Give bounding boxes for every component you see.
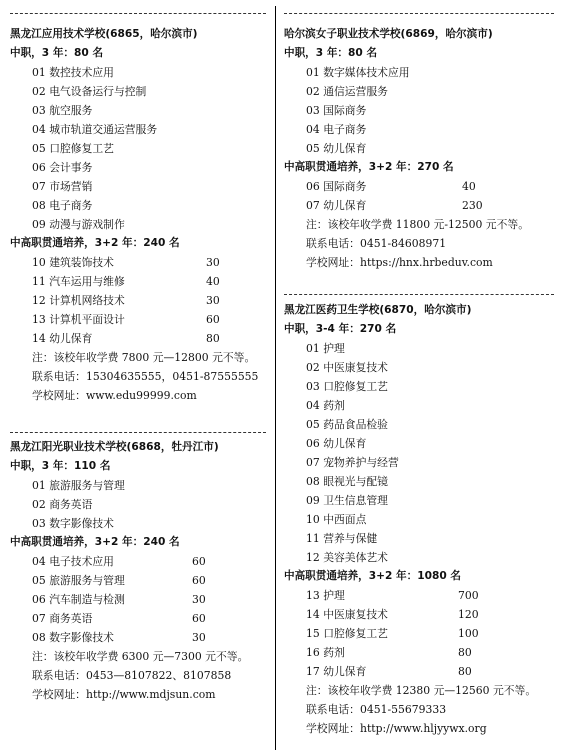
program-name: 眼视光与配镜: [323, 475, 388, 488]
program-name: 药剂: [323, 399, 345, 412]
program-item: [10, 120, 268, 139]
program-item: [284, 643, 556, 662]
program-code: 07: [306, 456, 320, 469]
section-header: 中职，3-4 年：270 名: [284, 323, 397, 335]
program-code: 05: [32, 574, 46, 587]
program-item: [10, 291, 268, 310]
fee-note: 注：该校年收学费 7800 元—12800 元不等。: [32, 351, 256, 364]
contact-phone: 联系电话：0451-55679333: [306, 703, 447, 716]
program-name: 中西面点: [323, 513, 367, 526]
program-name: 建筑装饰技术: [49, 256, 114, 269]
program-item: [284, 624, 556, 643]
school-block: [284, 25, 556, 272]
enrollment-count: 80: [458, 646, 472, 659]
section-header: 中职，3 年：110 名: [10, 460, 111, 472]
program-name: 数控技术应用: [49, 66, 114, 79]
program-name: 幼儿保育: [323, 665, 367, 678]
program-item: [284, 358, 556, 377]
program-code: 10: [32, 256, 46, 269]
program-item: [10, 329, 268, 348]
school-title: 黑龙江阳光职业技术学校(6868，牡丹江市): [10, 441, 219, 453]
enrollment-count: 60: [192, 612, 206, 625]
program-code: 13: [32, 313, 46, 326]
program-code: 11: [306, 532, 320, 545]
program-item: [284, 396, 556, 415]
program-item: [10, 196, 268, 215]
program-name: 幼儿保育: [323, 437, 367, 450]
contact-phone: 联系电话：0453—8107822、8107858: [32, 669, 232, 682]
program-code: 09: [32, 218, 46, 231]
program-name: 旅游服务与管理: [49, 574, 125, 587]
contact-phone: 联系电话：15304635555，0451-87555555: [32, 370, 259, 383]
program-item: [10, 253, 268, 272]
program-code: 01: [32, 66, 46, 79]
program-code: 04: [306, 123, 320, 136]
right-column: [284, 0, 556, 738]
program-item: [10, 272, 268, 291]
enrollment-count: 60: [192, 574, 206, 587]
program-item: [10, 82, 268, 101]
program-name: 幼儿保育: [323, 142, 367, 155]
program-code: 03: [32, 517, 46, 530]
section-header: 中职，3 年：80 名: [10, 47, 104, 59]
enrollment-count: 40: [206, 275, 220, 288]
program-item: [284, 63, 556, 82]
program-code: 12: [32, 294, 46, 307]
program-name: 国际商务: [323, 104, 367, 117]
program-code: 06: [32, 593, 46, 606]
program-name: 电气设备运行与控制: [49, 85, 147, 98]
program-item: [284, 139, 556, 158]
section-header: 中高职贯通培养，3+2 年：240 名: [10, 237, 180, 249]
section-header: 中高职贯通培养，3+2 年：240 名: [10, 536, 180, 548]
section-header: 中高职贯通培养，3+2 年：270 名: [284, 161, 454, 173]
school-title: 哈尔滨女子职业技术学校(6869，哈尔滨市): [284, 28, 493, 40]
program-name: 电子商务: [323, 123, 367, 136]
program-item: [284, 586, 556, 605]
program-item: [10, 609, 268, 628]
section-header: 中高职贯通培养，3+2 年：1080 名: [284, 570, 462, 582]
program-code: 11: [32, 275, 46, 288]
enrollment-count: 80: [206, 332, 220, 345]
program-item: [284, 605, 556, 624]
program-code: 05: [306, 142, 320, 155]
program-code: 07: [32, 180, 46, 193]
program-name: 商务英语: [49, 498, 93, 511]
program-item: [10, 552, 268, 571]
program-item: [10, 628, 268, 647]
section-header: 中职，3 年：80 名: [284, 47, 378, 59]
program-name: 数字影像技术: [49, 631, 114, 644]
program-code: 01: [306, 66, 320, 79]
program-code: 02: [306, 361, 320, 374]
enrollment-count: 100: [458, 627, 479, 640]
program-item: [284, 415, 556, 434]
program-item: [10, 476, 268, 495]
program-code: 03: [306, 104, 320, 117]
program-code: 02: [306, 85, 320, 98]
column-divider: [275, 6, 276, 750]
program-name: 市场营销: [49, 180, 93, 193]
program-code: 07: [32, 612, 46, 625]
program-code: 01: [32, 479, 46, 492]
program-item: [284, 662, 556, 681]
program-name: 计算机平面设计: [49, 313, 125, 326]
program-name: 中医康复技术: [323, 361, 388, 374]
program-name: 幼儿保育: [323, 199, 367, 212]
program-item: [284, 434, 556, 453]
enrollment-count: 60: [192, 555, 206, 568]
enrollment-count: 60: [206, 313, 220, 326]
program-code: 16: [306, 646, 320, 659]
program-item: [284, 529, 556, 548]
left-column: [10, 0, 268, 704]
enrollment-count: 120: [458, 608, 479, 621]
school-separator: [10, 13, 266, 14]
program-code: 15: [306, 627, 320, 640]
program-name: 美容美体艺术: [323, 551, 388, 564]
program-name: 数字影像技术: [49, 517, 114, 530]
program-name: 电子技术应用: [49, 555, 114, 568]
program-name: 汽车制造与检测: [49, 593, 125, 606]
program-code: 06: [306, 437, 320, 450]
program-code: 10: [306, 513, 320, 526]
program-code: 03: [32, 104, 46, 117]
program-item: [284, 101, 556, 120]
enrollment-count: 40: [462, 180, 476, 193]
program-name: 旅游服务与管理: [49, 479, 125, 492]
school-block: [10, 438, 268, 704]
program-name: 药品食品检验: [323, 418, 388, 431]
school-block: [10, 25, 268, 405]
program-code: 06: [306, 180, 320, 193]
program-name: 计算机网络技术: [49, 294, 125, 307]
school-block: [284, 301, 556, 738]
school-separator: [284, 13, 554, 14]
enrollment-count: 30: [192, 631, 206, 644]
program-name: 动漫与游戏制作: [49, 218, 125, 231]
program-code: 04: [32, 123, 46, 136]
program-code: 05: [306, 418, 320, 431]
program-code: 08: [32, 199, 46, 212]
program-name: 航空服务: [49, 104, 93, 117]
enrollment-count: 30: [206, 294, 220, 307]
fee-note: 注：该校年收学费 12380 元—12560 元不等。: [306, 684, 537, 697]
program-name: 卫生信息管理: [323, 494, 388, 507]
program-item: [284, 339, 556, 358]
program-code: 02: [32, 498, 46, 511]
program-code: 09: [306, 494, 320, 507]
program-item: [284, 491, 556, 510]
program-item: [10, 310, 268, 329]
program-item: [284, 377, 556, 396]
program-item: [10, 158, 268, 177]
school-website: 学校网址：https://hnx.hrbeduv.com: [306, 256, 493, 269]
program-item: [10, 177, 268, 196]
program-code: 08: [306, 475, 320, 488]
contact-phone: 联系电话：0451-84608971: [306, 237, 447, 250]
program-name: 通信运营服务: [323, 85, 388, 98]
program-name: 电子商务: [49, 199, 93, 212]
program-code: 01: [306, 342, 320, 355]
program-item: [284, 453, 556, 472]
program-item: [10, 495, 268, 514]
program-code: 05: [32, 142, 46, 155]
fee-note: 注：该校年收学费 11800 元-12500 元不等。: [306, 218, 529, 231]
program-item: [284, 177, 556, 196]
enrollment-count: 700: [458, 589, 479, 602]
program-code: 02: [32, 85, 46, 98]
program-name: 数字媒体技术应用: [323, 66, 410, 79]
school-website: 学校网址：http://www.hljyywx.org: [306, 722, 487, 735]
program-item: [10, 139, 268, 158]
program-code: 04: [306, 399, 320, 412]
fee-note: 注：该校年收学费 6300 元—7300 元不等。: [32, 650, 249, 663]
enrollment-count: 30: [206, 256, 220, 269]
program-name: 会计事务: [49, 161, 93, 174]
school-title: 黑龙江应用技术学校(6865，哈尔滨市): [10, 28, 198, 40]
program-item: [10, 571, 268, 590]
program-name: 幼儿保育: [49, 332, 93, 345]
program-code: 03: [306, 380, 320, 393]
program-name: 药剂: [323, 646, 345, 659]
program-code: 12: [306, 551, 320, 564]
program-code: 06: [32, 161, 46, 174]
program-item: [10, 215, 268, 234]
program-name: 宠物养护与经营: [323, 456, 399, 469]
school-title: 黑龙江医药卫生学校(6870，哈尔滨市): [284, 304, 472, 316]
program-code: 14: [306, 608, 320, 621]
program-item: [284, 120, 556, 139]
school-website: 学校网址：www.edu99999.com: [32, 389, 197, 402]
program-item: [10, 514, 268, 533]
program-name: 国际商务: [323, 180, 367, 193]
program-code: 08: [32, 631, 46, 644]
program-item: [284, 82, 556, 101]
program-item: [284, 472, 556, 491]
school-separator: [284, 294, 554, 295]
school-website: 学校网址：http://www.mdjsun.com: [32, 688, 216, 701]
program-name: 汽车运用与维修: [49, 275, 125, 288]
program-item: [284, 510, 556, 529]
program-name: 中医康复技术: [323, 608, 388, 621]
enrollment-count: 30: [192, 593, 206, 606]
program-code: 17: [306, 665, 320, 678]
program-name: 护理: [323, 342, 345, 355]
program-name: 护理: [323, 589, 345, 602]
program-code: 04: [32, 555, 46, 568]
program-name: 口腔修复工艺: [323, 627, 388, 640]
program-name: 口腔修复工艺: [323, 380, 388, 393]
program-item: [10, 63, 268, 82]
program-name: 口腔修复工艺: [49, 142, 114, 155]
program-item: [10, 101, 268, 120]
program-code: 14: [32, 332, 46, 345]
program-item: [284, 196, 556, 215]
program-name: 城市轨道交通运营服务: [49, 123, 158, 136]
program-item: [284, 548, 556, 567]
program-name: 营养与保健: [323, 532, 378, 545]
enrollment-count: 80: [458, 665, 472, 678]
school-separator: [10, 432, 266, 433]
program-code: 07: [306, 199, 320, 212]
program-name: 商务英语: [49, 612, 93, 625]
program-item: [10, 590, 268, 609]
enrollment-count: 230: [462, 199, 483, 212]
program-code: 13: [306, 589, 320, 602]
